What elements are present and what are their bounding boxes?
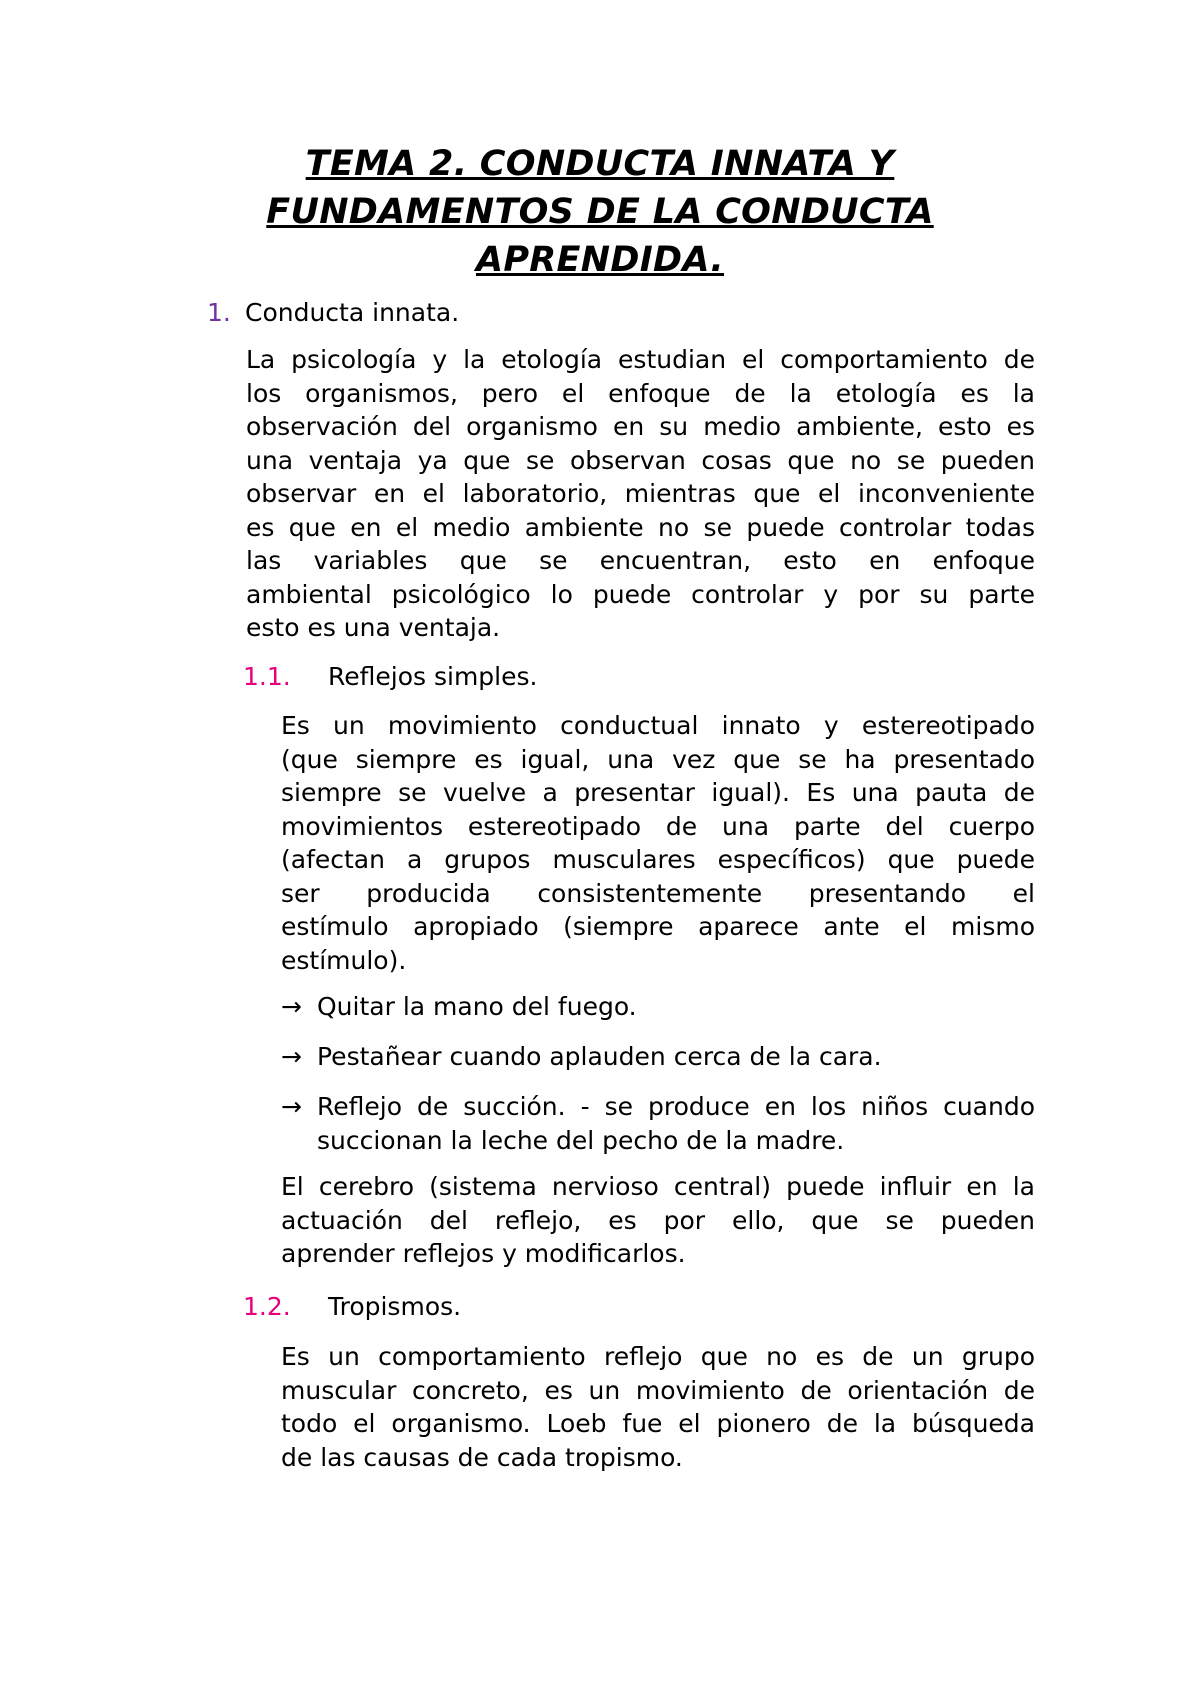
- text-line: las variables que se encuentran, esto en enfoque: [246, 546, 1035, 575]
- text-line: de las causas de cada tropismo.: [281, 1442, 683, 1472]
- text-line: Pestañear cuando aplauden cerca de la cara.: [317, 1042, 882, 1071]
- text-line: ser producida consistentemente presentando el: [281, 878, 1035, 908]
- text-line: observar en el laboratorio, mientras que el inconveniente: [246, 479, 1035, 508]
- section-heading: [207, 296, 459, 330]
- text-line: ambiental psicológico lo puede controlar y por su parte: [246, 579, 1035, 609]
- text-line: esto es una ventaja.: [246, 613, 501, 642]
- text-line: una ventaja ya que se observan cosas que no se pueden: [246, 445, 1035, 475]
- text-line: succionan la leche del pecho de la madre.: [317, 1125, 845, 1155]
- text-line: El cerebro (sistema nervioso central) puede influir en la: [281, 1172, 1035, 1201]
- text-line: estímulo apropiado (siempre aparece ante el mismo: [281, 912, 1035, 941]
- text-line: (afectan a grupos musculares específicos) que puede: [281, 845, 1035, 874]
- text-line: observación del organismo en su medio ambiente, esto es: [246, 412, 1035, 441]
- title-line: FUNDAMENTOS DE LA CONDUCTA: [266, 192, 934, 232]
- subsection-number: 1.2.: [243, 1292, 291, 1321]
- bullet-text: [317, 990, 1035, 1024]
- text-line: muscular concreto, es un movimiento de orientación de: [281, 1375, 1035, 1405]
- paragraph: [281, 709, 1035, 977]
- arrow-icon: →: [281, 1042, 302, 1071]
- text-line: actuación del reflejo, es por ello, que se pueden: [281, 1205, 1035, 1235]
- arrow-icon: →: [281, 992, 302, 1021]
- text-line: Reflejo de succión. - se produce en los niños cuando: [317, 1092, 1035, 1121]
- title-line: TEMA 2. CONDUCTA INNATA Y: [305, 144, 895, 184]
- subsection-title: Reflejos simples.: [328, 662, 538, 691]
- text-line: siempre se vuelve a presentar igual). Es una pauta de: [281, 778, 1035, 807]
- arrow-icon: →: [281, 1092, 302, 1121]
- subsection-number: 1.1.: [243, 662, 291, 691]
- title-line: APRENDIDA.: [475, 240, 725, 280]
- subsection-title: Tropismos.: [328, 1292, 462, 1321]
- text-line: movimientos estereotipado de una parte del cuerpo: [281, 811, 1035, 841]
- text-line: Es un comportamiento reflejo que no es de un grupo: [281, 1342, 1035, 1371]
- bullet-text: [317, 1090, 1035, 1157]
- section-title: Conducta innata.: [245, 298, 460, 327]
- paragraph: [281, 1340, 1035, 1474]
- text-line: estímulo).: [281, 945, 407, 975]
- paragraph: [246, 343, 1035, 645]
- text-line: La psicología y la etología estudian el comportamiento de: [246, 345, 1035, 374]
- text-line: es que en el medio ambiente no se puede controlar todas: [246, 512, 1035, 542]
- subsection-heading: [243, 1290, 461, 1324]
- text-line: Quitar la mano del fuego.: [317, 992, 637, 1021]
- bullet-text: [317, 1040, 1035, 1074]
- subsection-heading: [243, 660, 537, 694]
- text-line: (que siempre es igual, una vez que se ha presentado: [281, 744, 1035, 774]
- text-line: todo el organismo. Loeb fue el pionero de la búsqueda: [281, 1409, 1035, 1438]
- paragraph: [281, 1170, 1035, 1271]
- document-title: [200, 140, 1000, 284]
- text-line: Es un movimiento conductual innato y estereotipado: [281, 711, 1035, 740]
- text-line: los organismos, pero el enfoque de la etología es la: [246, 378, 1035, 408]
- section-number: 1.: [207, 298, 231, 327]
- text-line: aprender reflejos y modificarlos.: [281, 1239, 686, 1268]
